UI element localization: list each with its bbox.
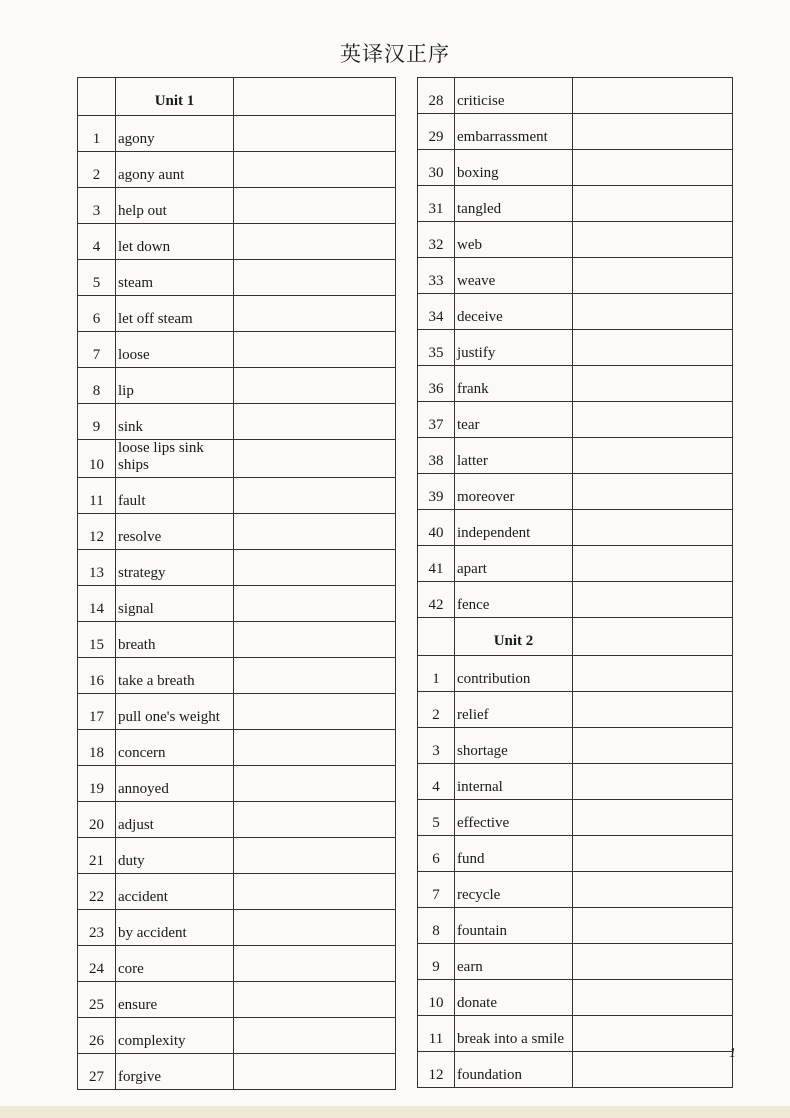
vocab-row <box>418 1052 733 1088</box>
vocab-row <box>418 656 733 692</box>
answer-cell[interactable] <box>234 586 396 622</box>
unit-heading: Unit 1 <box>116 78 234 116</box>
row-number: 21 <box>78 838 116 874</box>
english-word: tangled <box>455 186 573 222</box>
row-number: 19 <box>78 766 116 802</box>
vocab-row <box>418 438 733 474</box>
row-number: 5 <box>418 800 455 836</box>
row-number: 38 <box>418 438 455 474</box>
vocab-row <box>78 982 396 1018</box>
vocab-row <box>418 294 733 330</box>
row-number: 14 <box>78 586 116 622</box>
row-number: 35 <box>418 330 455 366</box>
english-word: moreover <box>455 474 573 510</box>
vocab-row <box>78 730 396 766</box>
answer-cell[interactable] <box>573 908 733 944</box>
row-number: 22 <box>78 874 116 910</box>
answer-cell[interactable] <box>573 618 733 656</box>
row-number: 25 <box>78 982 116 1018</box>
answer-cell[interactable] <box>573 186 733 222</box>
answer-cell[interactable] <box>234 188 396 224</box>
row-number: 5 <box>78 260 116 296</box>
answer-cell[interactable] <box>234 622 396 658</box>
english-word: relief <box>455 692 573 728</box>
english-word: deceive <box>455 294 573 330</box>
vocab-row <box>78 260 396 296</box>
row-number: 37 <box>418 402 455 438</box>
vocab-row <box>78 152 396 188</box>
answer-cell[interactable] <box>573 366 733 402</box>
english-word: annoyed <box>116 766 234 802</box>
answer-cell[interactable] <box>234 550 396 586</box>
row-number: 30 <box>418 150 455 186</box>
vocab-row <box>418 78 733 114</box>
answer-cell[interactable] <box>234 1018 396 1054</box>
row-number: 2 <box>78 152 116 188</box>
row-number: 16 <box>78 658 116 694</box>
unit-heading-row <box>418 618 733 656</box>
vocab-row <box>418 836 733 872</box>
english-word: adjust <box>116 802 234 838</box>
vocab-row <box>78 622 396 658</box>
english-word: latter <box>455 438 573 474</box>
row-number: 29 <box>418 114 455 150</box>
vocab-row <box>78 802 396 838</box>
english-word: loose lips sink ships <box>116 440 234 478</box>
vocab-row <box>78 694 396 730</box>
answer-cell[interactable] <box>573 980 733 1016</box>
row-number: 28 <box>418 78 455 114</box>
row-number: 6 <box>418 836 455 872</box>
answer-cell[interactable] <box>234 694 396 730</box>
english-word: fence <box>455 582 573 618</box>
row-number: 24 <box>78 946 116 982</box>
vocab-row <box>78 404 396 440</box>
answer-cell[interactable] <box>573 728 733 764</box>
answer-cell[interactable] <box>234 260 396 296</box>
english-word: let down <box>116 224 234 260</box>
row-number: 4 <box>78 224 116 260</box>
vocab-table-right <box>417 77 733 1088</box>
english-word: agony <box>116 116 234 152</box>
row-number: 40 <box>418 510 455 546</box>
english-word: weave <box>455 258 573 294</box>
english-word: complexity <box>116 1018 234 1054</box>
row-number: 1 <box>418 656 455 692</box>
answer-cell[interactable] <box>573 582 733 618</box>
english-word: core <box>116 946 234 982</box>
english-word: accident <box>116 874 234 910</box>
vocab-row <box>418 186 733 222</box>
english-word: independent <box>455 510 573 546</box>
empty-cell <box>78 78 116 116</box>
unit-heading: Unit 2 <box>455 618 573 656</box>
english-word: shortage <box>455 728 573 764</box>
row-number: 17 <box>78 694 116 730</box>
vocab-row <box>78 946 396 982</box>
english-word: sink <box>116 404 234 440</box>
answer-cell[interactable] <box>573 258 733 294</box>
answer-cell[interactable] <box>573 764 733 800</box>
row-number: 8 <box>78 368 116 404</box>
answer-cell[interactable] <box>234 368 396 404</box>
answer-cell[interactable] <box>234 658 396 694</box>
vocab-row <box>418 474 733 510</box>
row-number: 42 <box>418 582 455 618</box>
english-word: donate <box>455 980 573 1016</box>
answer-cell[interactable] <box>573 150 733 186</box>
vocab-row <box>78 368 396 404</box>
vocab-row <box>78 478 396 514</box>
answer-cell[interactable] <box>234 910 396 946</box>
row-number: 39 <box>418 474 455 510</box>
row-number: 9 <box>418 944 455 980</box>
vocab-row <box>78 440 396 478</box>
vocab-table-left <box>77 77 396 1090</box>
empty-cell <box>418 618 455 656</box>
vocab-row <box>418 510 733 546</box>
answer-cell[interactable] <box>573 222 733 258</box>
answer-cell[interactable] <box>234 730 396 766</box>
english-word: forgive <box>116 1054 234 1090</box>
answer-cell[interactable] <box>234 296 396 332</box>
answer-cell[interactable] <box>234 116 396 152</box>
answer-cell[interactable] <box>573 294 733 330</box>
vocab-row <box>78 838 396 874</box>
answer-cell[interactable] <box>573 546 733 582</box>
answer-cell[interactable] <box>573 402 733 438</box>
vocab-row <box>78 658 396 694</box>
unit-heading-row <box>78 78 396 116</box>
vocab-row <box>78 586 396 622</box>
answer-cell[interactable] <box>234 802 396 838</box>
answer-cell[interactable] <box>234 874 396 910</box>
english-word: by accident <box>116 910 234 946</box>
page-number: 1 <box>729 1046 736 1061</box>
vocab-row <box>78 116 396 152</box>
answer-cell[interactable] <box>573 438 733 474</box>
answer-cell[interactable] <box>234 78 396 116</box>
vocab-row <box>78 514 396 550</box>
english-word: resolve <box>116 514 234 550</box>
vocab-row <box>418 582 733 618</box>
row-number: 9 <box>78 404 116 440</box>
english-word: help out <box>116 188 234 224</box>
answer-cell[interactable] <box>234 478 396 514</box>
english-word: agony aunt <box>116 152 234 188</box>
english-word: recycle <box>455 872 573 908</box>
english-word: break into a smile <box>455 1016 573 1052</box>
english-word: earn <box>455 944 573 980</box>
answer-cell[interactable] <box>573 692 733 728</box>
answer-cell[interactable] <box>573 474 733 510</box>
vocab-row <box>78 188 396 224</box>
vocab-row <box>418 764 733 800</box>
row-number: 26 <box>78 1018 116 1054</box>
row-number: 3 <box>78 188 116 224</box>
row-number: 12 <box>78 514 116 550</box>
row-number: 12 <box>418 1052 455 1088</box>
row-number: 1 <box>78 116 116 152</box>
english-word: embarrassment <box>455 114 573 150</box>
row-number: 15 <box>78 622 116 658</box>
english-word: frank <box>455 366 573 402</box>
answer-cell[interactable] <box>573 656 733 692</box>
vocab-row <box>78 224 396 260</box>
english-word: effective <box>455 800 573 836</box>
row-number: 23 <box>78 910 116 946</box>
vocab-row <box>418 872 733 908</box>
answer-cell[interactable] <box>573 1052 733 1088</box>
vocab-row <box>418 980 733 1016</box>
answer-cell[interactable] <box>234 514 396 550</box>
row-number: 36 <box>418 366 455 402</box>
row-number: 7 <box>418 872 455 908</box>
english-word: fund <box>455 836 573 872</box>
row-number: 11 <box>418 1016 455 1052</box>
vocab-row <box>78 1054 396 1090</box>
vocab-row <box>418 908 733 944</box>
vocab-row <box>418 692 733 728</box>
english-word: strategy <box>116 550 234 586</box>
vocab-row <box>418 150 733 186</box>
answer-cell[interactable] <box>573 510 733 546</box>
vocab-row <box>418 402 733 438</box>
vocab-row <box>418 222 733 258</box>
english-word: boxing <box>455 150 573 186</box>
english-word: loose <box>116 332 234 368</box>
row-number: 20 <box>78 802 116 838</box>
vocab-row <box>78 766 396 802</box>
row-number: 41 <box>418 546 455 582</box>
english-word: foundation <box>455 1052 573 1088</box>
answer-cell[interactable] <box>234 946 396 982</box>
vocab-row <box>418 800 733 836</box>
row-number: 32 <box>418 222 455 258</box>
vocab-row <box>78 1018 396 1054</box>
vocab-row <box>78 874 396 910</box>
row-number: 3 <box>418 728 455 764</box>
english-word: breath <box>116 622 234 658</box>
english-word: let off steam <box>116 296 234 332</box>
row-number: 10 <box>418 980 455 1016</box>
english-word: web <box>455 222 573 258</box>
row-number: 11 <box>78 478 116 514</box>
answer-cell[interactable] <box>573 800 733 836</box>
answer-cell[interactable] <box>573 836 733 872</box>
answer-cell[interactable] <box>573 944 733 980</box>
english-word: tear <box>455 402 573 438</box>
vocab-row <box>418 728 733 764</box>
answer-cell[interactable] <box>234 152 396 188</box>
vocab-row <box>78 550 396 586</box>
answer-cell[interactable] <box>234 224 396 260</box>
answer-cell[interactable] <box>234 838 396 874</box>
row-number: 6 <box>78 296 116 332</box>
answer-cell[interactable] <box>234 440 396 478</box>
english-word: duty <box>116 838 234 874</box>
english-word: fault <box>116 478 234 514</box>
answer-cell[interactable] <box>234 982 396 1018</box>
vocab-row <box>418 114 733 150</box>
vocab-row <box>78 910 396 946</box>
vocab-row <box>418 944 733 980</box>
row-number: 7 <box>78 332 116 368</box>
row-number: 27 <box>78 1054 116 1090</box>
english-word: criticise <box>455 78 573 114</box>
answer-cell[interactable] <box>573 330 733 366</box>
english-word: concern <box>116 730 234 766</box>
english-word: take a breath <box>116 658 234 694</box>
english-word: fountain <box>455 908 573 944</box>
answer-cell[interactable] <box>573 114 733 150</box>
english-word: ensure <box>116 982 234 1018</box>
row-number: 2 <box>418 692 455 728</box>
english-word: pull one's weight <box>116 694 234 730</box>
row-number: 4 <box>418 764 455 800</box>
vocab-row <box>78 332 396 368</box>
vocab-row <box>418 1016 733 1052</box>
english-word: apart <box>455 546 573 582</box>
row-number: 33 <box>418 258 455 294</box>
answer-cell[interactable] <box>234 1054 396 1090</box>
answer-cell[interactable] <box>234 404 396 440</box>
answer-cell[interactable] <box>573 1016 733 1052</box>
english-word: steam <box>116 260 234 296</box>
answer-cell[interactable] <box>573 872 733 908</box>
answer-cell[interactable] <box>573 78 733 114</box>
english-word: justify <box>455 330 573 366</box>
row-number: 10 <box>78 440 116 478</box>
answer-cell[interactable] <box>234 332 396 368</box>
page-title: 英译汉正序 <box>340 42 450 66</box>
scan-edge <box>0 1106 790 1118</box>
english-word: internal <box>455 764 573 800</box>
vocab-row <box>418 330 733 366</box>
vocab-row <box>418 258 733 294</box>
row-number: 18 <box>78 730 116 766</box>
vocab-row <box>418 366 733 402</box>
row-number: 8 <box>418 908 455 944</box>
row-number: 13 <box>78 550 116 586</box>
row-number: 31 <box>418 186 455 222</box>
english-word: lip <box>116 368 234 404</box>
english-word: contribution <box>455 656 573 692</box>
vocab-row <box>78 296 396 332</box>
row-number: 34 <box>418 294 455 330</box>
vocab-row <box>418 546 733 582</box>
english-word: signal <box>116 586 234 622</box>
answer-cell[interactable] <box>234 766 396 802</box>
